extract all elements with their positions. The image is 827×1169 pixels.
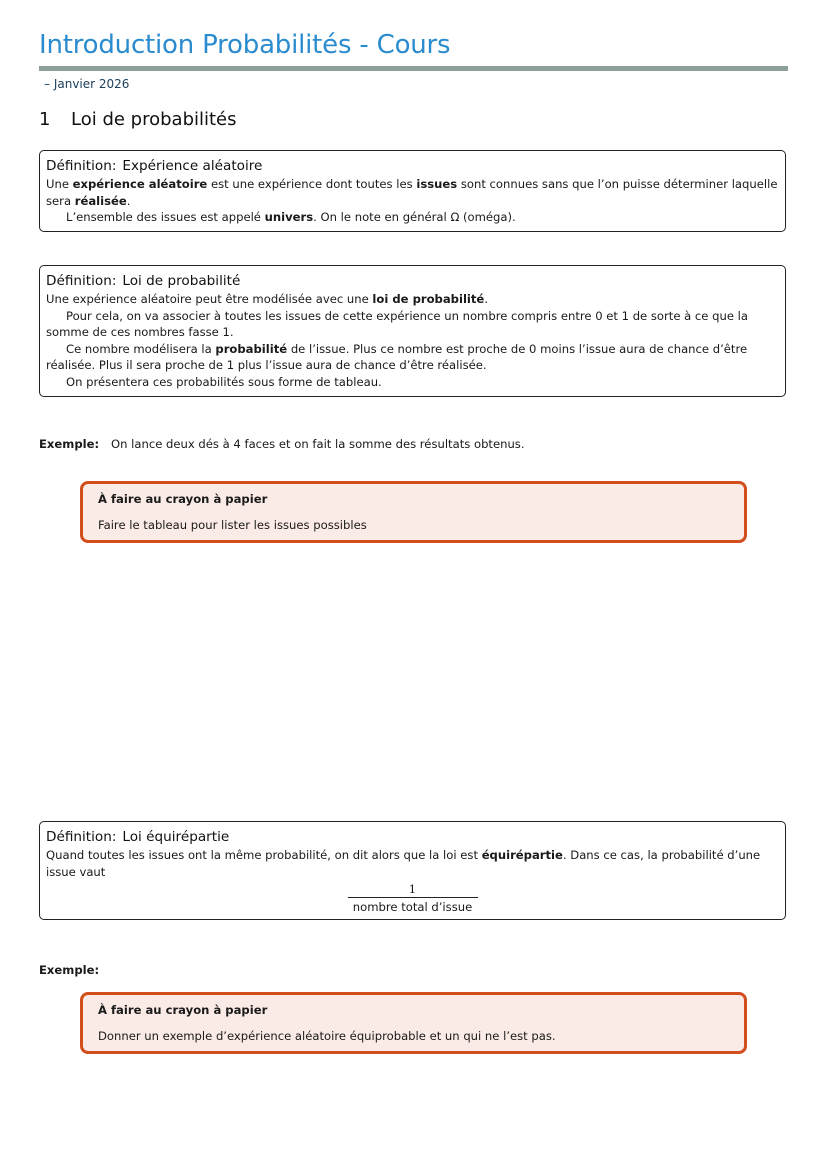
task-box <box>80 481 747 543</box>
section-heading <box>39 109 237 130</box>
exemple-line <box>39 963 111 977</box>
title-rule <box>39 66 788 71</box>
definition-name: Loi de probabilité <box>122 273 241 289</box>
task-title: À faire au crayon à papier <box>98 492 268 506</box>
fraction-denominator: nombre total d’issue <box>352 900 473 915</box>
definition-heading <box>46 157 779 175</box>
exemple-line <box>39 437 525 451</box>
definition-paragraph: Ce nombre modélisera la probabilité de l’issue. Plus ce nombre est proche de 0 moins l’issue aura de chance d’être réalisée. Plus il sera proche de 1 plus l’issue aura de chance d’être réalisée. <box>46 341 748 373</box>
task-text: Donner un exemple d’expérience aléatoire équiprobable et un qui ne l’est pas. <box>98 1029 556 1043</box>
definition-box-loi <box>39 265 786 397</box>
definition-paragraph: Quand toutes les issues ont la même probabilité, on dit alors que la loi est équirépartie. Dans ce cas, la probabilité d’une issue vaut <box>46 848 761 879</box>
definition-name: Loi équirépartie <box>122 829 230 845</box>
exemple-label: Exemple: <box>39 963 100 977</box>
task-box <box>80 992 747 1054</box>
task-title: À faire au crayon à papier <box>98 1003 268 1017</box>
task-text: Faire le tableau pour lister les issues possibles <box>98 518 367 532</box>
fraction <box>348 882 478 914</box>
definition-heading <box>46 272 779 290</box>
definition-label: Définition: <box>46 829 117 845</box>
section-title: Loi de probabilités <box>71 109 237 130</box>
definition-paragraph: On présentera ces probabilités sous forme de tableau. <box>66 374 382 389</box>
definition-paragraph: Pour cela, on va associer à toutes les issues de cette expérience un nombre compris entre 0 et 1 de sorte à ce que la somme de ces nombres fasse 1. <box>46 308 748 340</box>
definition-paragraph: Une expérience aléatoire peut être modélisée avec une loi de probabilité. <box>46 292 488 306</box>
fraction-numerator: 1 <box>348 882 478 898</box>
definition-paragraph: Une expérience aléatoire est une expérience dont toutes les issues sont connues sans que l’on puisse déterminer laquelle sera réalisée. <box>46 177 778 208</box>
definition-box-experience <box>39 150 786 232</box>
page-date: – Janvier 2026 <box>44 77 130 91</box>
page-title: Introduction Probabilités - Cours <box>39 30 451 60</box>
definition-heading <box>46 828 779 846</box>
definition-name: Expérience aléatoire <box>122 158 263 174</box>
section-number: 1 <box>39 109 51 130</box>
exemple-label: Exemple: <box>39 437 100 451</box>
definition-label: Définition: <box>46 273 117 289</box>
definition-paragraph: L’ensemble des issues est appelé univers. On le note en général Ω (oméga). <box>66 210 516 225</box>
definition-box-equirepartie <box>39 821 786 920</box>
definition-label: Définition: <box>46 158 117 174</box>
exemple-text: On lance deux dés à 4 faces et on fait la somme des résultats obtenus. <box>111 437 525 451</box>
